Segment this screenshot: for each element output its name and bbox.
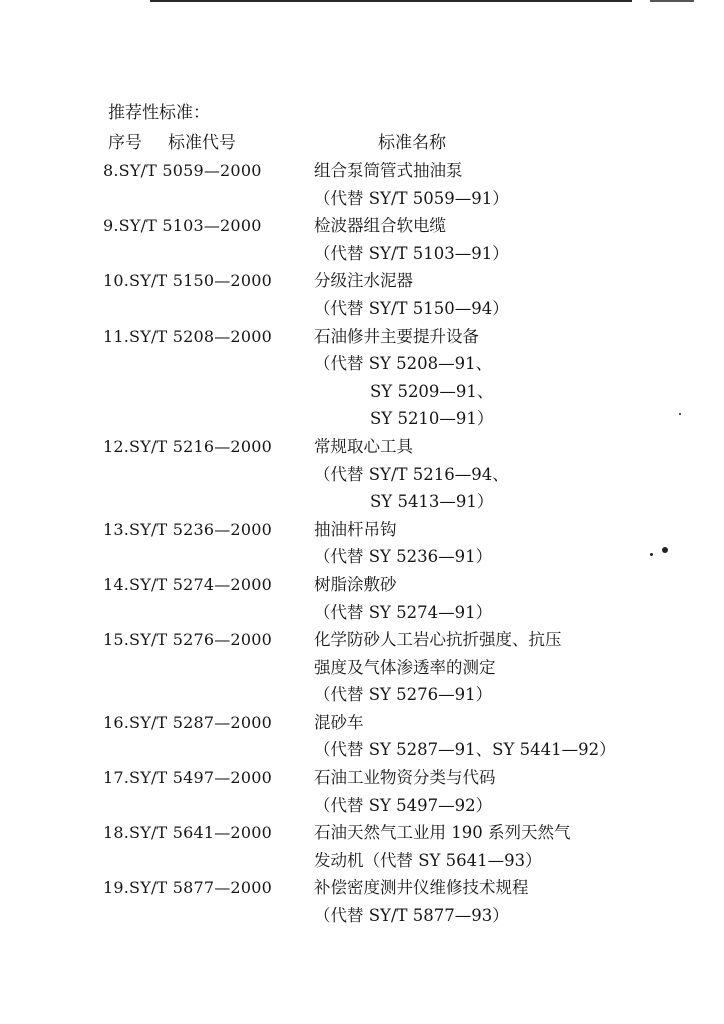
standard-name-continuation: （代替 SY 5236—91）	[314, 547, 493, 567]
standard-code: 17.SY/T 5497—2000	[103, 768, 272, 788]
standard-name-continuation: SY 5209—91、	[370, 381, 494, 401]
standard-code: 18.SY/T 5641—2000	[103, 823, 272, 843]
standard-name-continuation: SY 5413—91）	[370, 492, 494, 512]
standards-list	[0, 157, 724, 930]
standard-entry	[0, 267, 724, 322]
standard-entry	[0, 874, 724, 929]
standard-name-block	[314, 571, 614, 626]
standard-name-block	[314, 516, 614, 571]
standard-name: 石油天然气工业用 190 系列天然气	[314, 823, 571, 843]
standard-name: 检波器组合软电缆	[314, 216, 446, 236]
standard-entry	[0, 571, 724, 626]
standard-name-block	[314, 764, 614, 819]
standard-name-continuation: 发动机（代替 SY 5641—93）	[314, 850, 542, 870]
standard-name-continuation: （代替 SY/T 5103—91）	[314, 243, 509, 263]
standard-name: 组合泵筒管式抽油泵	[314, 161, 463, 180]
scan-speck	[662, 547, 668, 553]
standard-name-continuation: SY 5210—91）	[370, 409, 494, 429]
standard-entry	[0, 516, 724, 571]
standard-code: 8.SY/T 5059—2000	[103, 161, 262, 180]
standard-name-block	[314, 212, 614, 267]
standard-name-block	[314, 819, 614, 874]
standard-code: 14.SY/T 5274—2000	[103, 574, 272, 594]
standard-entry	[0, 764, 724, 819]
standard-code: 9.SY/T 5103—2000	[103, 216, 262, 236]
standard-name-continuation: （代替 SY/T 5059—91）	[314, 188, 509, 208]
standard-name-block	[314, 267, 614, 322]
standard-entry	[0, 433, 724, 516]
standard-name-block	[314, 874, 614, 929]
standard-name-continuation: （代替 SY 5287—91、SY 5441—92）	[314, 740, 616, 760]
section-heading: 推荐性标准：	[108, 103, 210, 123]
scan-speck	[679, 413, 681, 415]
column-header-number: 序号	[108, 133, 142, 153]
standard-name-continuation: （代替 SY 5274—91）	[314, 602, 493, 622]
standard-name: 树脂涂敷砂	[314, 574, 397, 594]
standard-name: 常规取心工具	[314, 436, 413, 456]
standard-name: 分级注水泥器	[314, 271, 413, 291]
standard-entry	[0, 709, 724, 764]
standard-code: 10.SY/T 5150—2000	[103, 271, 272, 291]
standard-entry	[0, 626, 724, 709]
standard-name-block	[314, 323, 614, 433]
standard-name-continuation: 强度及气体渗透率的测定	[314, 657, 496, 677]
standard-code: 19.SY/T 5877—2000	[103, 878, 272, 898]
standard-name: 石油修井主要提升设备	[314, 326, 479, 346]
standard-name-continuation: （代替 SY/T 5216—94、	[314, 464, 509, 484]
standard-code: 12.SY/T 5216—2000	[103, 436, 272, 456]
standard-name-block	[314, 433, 614, 516]
standard-name: 石油工业物资分类与代码	[314, 768, 496, 788]
standard-code: 11.SY/T 5208—2000	[103, 326, 272, 346]
standard-name-block	[314, 709, 614, 764]
standard-name-continuation: （代替 SY 5276—91）	[314, 685, 493, 705]
scan-speck	[650, 553, 653, 556]
standard-name-block	[314, 157, 614, 212]
standard-name: 补偿密度测井仪维修技术规程	[314, 878, 529, 898]
standard-code: 16.SY/T 5287—2000	[103, 712, 272, 732]
standard-entry	[0, 212, 724, 267]
column-header-code: 标准代号	[168, 133, 236, 153]
standard-name: 抽油杆吊钩	[314, 519, 397, 539]
standard-code: 13.SY/T 5236—2000	[103, 519, 272, 539]
standard-name-continuation: （代替 SY/T 5150—94）	[314, 298, 509, 318]
standard-name-continuation: （代替 SY 5208—91、	[314, 354, 493, 374]
standard-name-continuation: （代替 SY/T 5877—93）	[314, 906, 509, 926]
standard-name: 混砂车	[314, 712, 364, 732]
standard-code: 15.SY/T 5276—2000	[103, 630, 272, 650]
column-header-name: 标准名称	[378, 133, 446, 153]
standard-entry	[0, 819, 724, 874]
standard-name: 化学防砂人工岩心抗折强度、抗压	[314, 630, 562, 650]
standard-name-continuation: （代替 SY 5497—92）	[314, 795, 493, 815]
standard-name-block	[314, 626, 614, 709]
standard-entry	[0, 157, 724, 212]
standard-entry	[0, 323, 724, 433]
